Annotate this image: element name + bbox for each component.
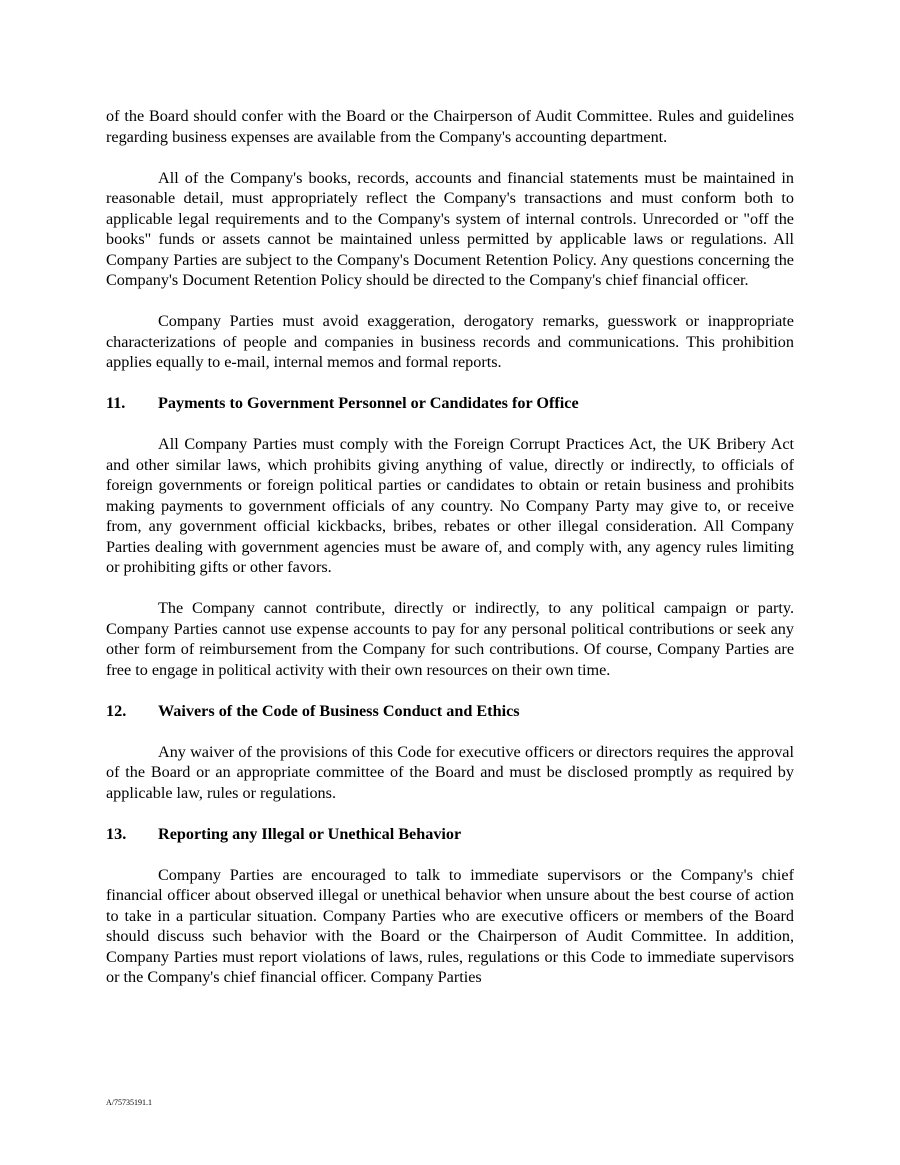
paragraph-political-contributions: The Company cannot contribute, directly or indirectly, to any political campaign or party. Company Parties cannot use expense accounts to pay for any personal political contributions or seek any other form of reimbursement from the Company for such contributions. Of course, Company Parties are free to engage in political activity with their own resources on their own time. xyxy=(106,599,794,679)
section-title: Waivers of the Code of Business Conduct and Ethics xyxy=(158,701,520,720)
section-number: 13. xyxy=(106,824,127,843)
section-title: Reporting any Illegal or Unethical Behavior xyxy=(158,824,462,843)
section-heading-12 xyxy=(106,701,794,722)
section-number: 11. xyxy=(106,394,126,412)
paragraph-waivers: Any waiver of the provisions of this Code for executive officers or directors requires the approval of the Board or an appropriate committee of the Board and must be disclosed promptly as required by applicable law, rules or regulations. xyxy=(106,742,794,802)
footer-doc-id: A/75735191.1 xyxy=(106,1098,152,1107)
paragraph-business-expenses: of the Board should confer with the Board or the Chairperson of Audit Committee. Rules and guidelines regarding business expenses are available from the Company's accounting department. xyxy=(106,107,794,146)
document-page xyxy=(106,106,794,1008)
section-heading-11 xyxy=(106,393,794,414)
paragraph-communications: Company Parties must avoid exaggeration, derogatory remarks, guesswork or inappropriate characterizations of people and companies in business records and communications. This prohibition applies equally to e-mail, internal memos and formal reports. xyxy=(106,312,794,371)
section-title: Payments to Government Personnel or Candidates for Office xyxy=(158,394,579,412)
paragraph-reporting: Company Parties are encouraged to talk to immediate supervisors or the Company's chief financial officer about observed illegal or unethical behavior when unsure about the best course of action to take in a particular situation. Company Parties who are executive officers or members of the Board should discuss such behavior with the Board or the Chairperson of Audit Committee. In addition, Company Parties must report violations of laws, rules, regulations or this Code to immediate supervisors or the Company's chief financial officer. Company Parties xyxy=(106,865,794,986)
section-heading-13 xyxy=(106,824,794,845)
paragraph-fcpa: All Company Parties must comply with the Foreign Corrupt Practices Act, the UK Bribery Act and other similar laws, which prohibits giving anything of value, directly or indirectly, to officials of foreign governments or foreign political parties or candidates to obtain or retain business and prohibits making payments to government officials of any country. No Company Party may give to, or receive from, any government official kickbacks, bribes, rebates or other illegal consideration. All Company Parties dealing with government agencies must be aware of, and comply with, any agency rules limiting or prohibiting gifts or other favors. xyxy=(106,435,794,576)
section-number: 12. xyxy=(106,701,127,720)
paragraph-books-records: All of the Company's books, records, accounts and financial statements must be maintained in reasonable detail, must appropriately reflect the Company's transactions and must conform both to applicable legal requirements and to the Company's system of internal controls. Unrecorded or "off the books" funds or assets cannot be maintained unless permitted by applicable laws or regulations. All Company Parties are subject to the Company's Document Retention Policy. Any questions concerning the Company's Document Retention Policy should be directed to the Company's chief financial officer. xyxy=(106,168,794,289)
